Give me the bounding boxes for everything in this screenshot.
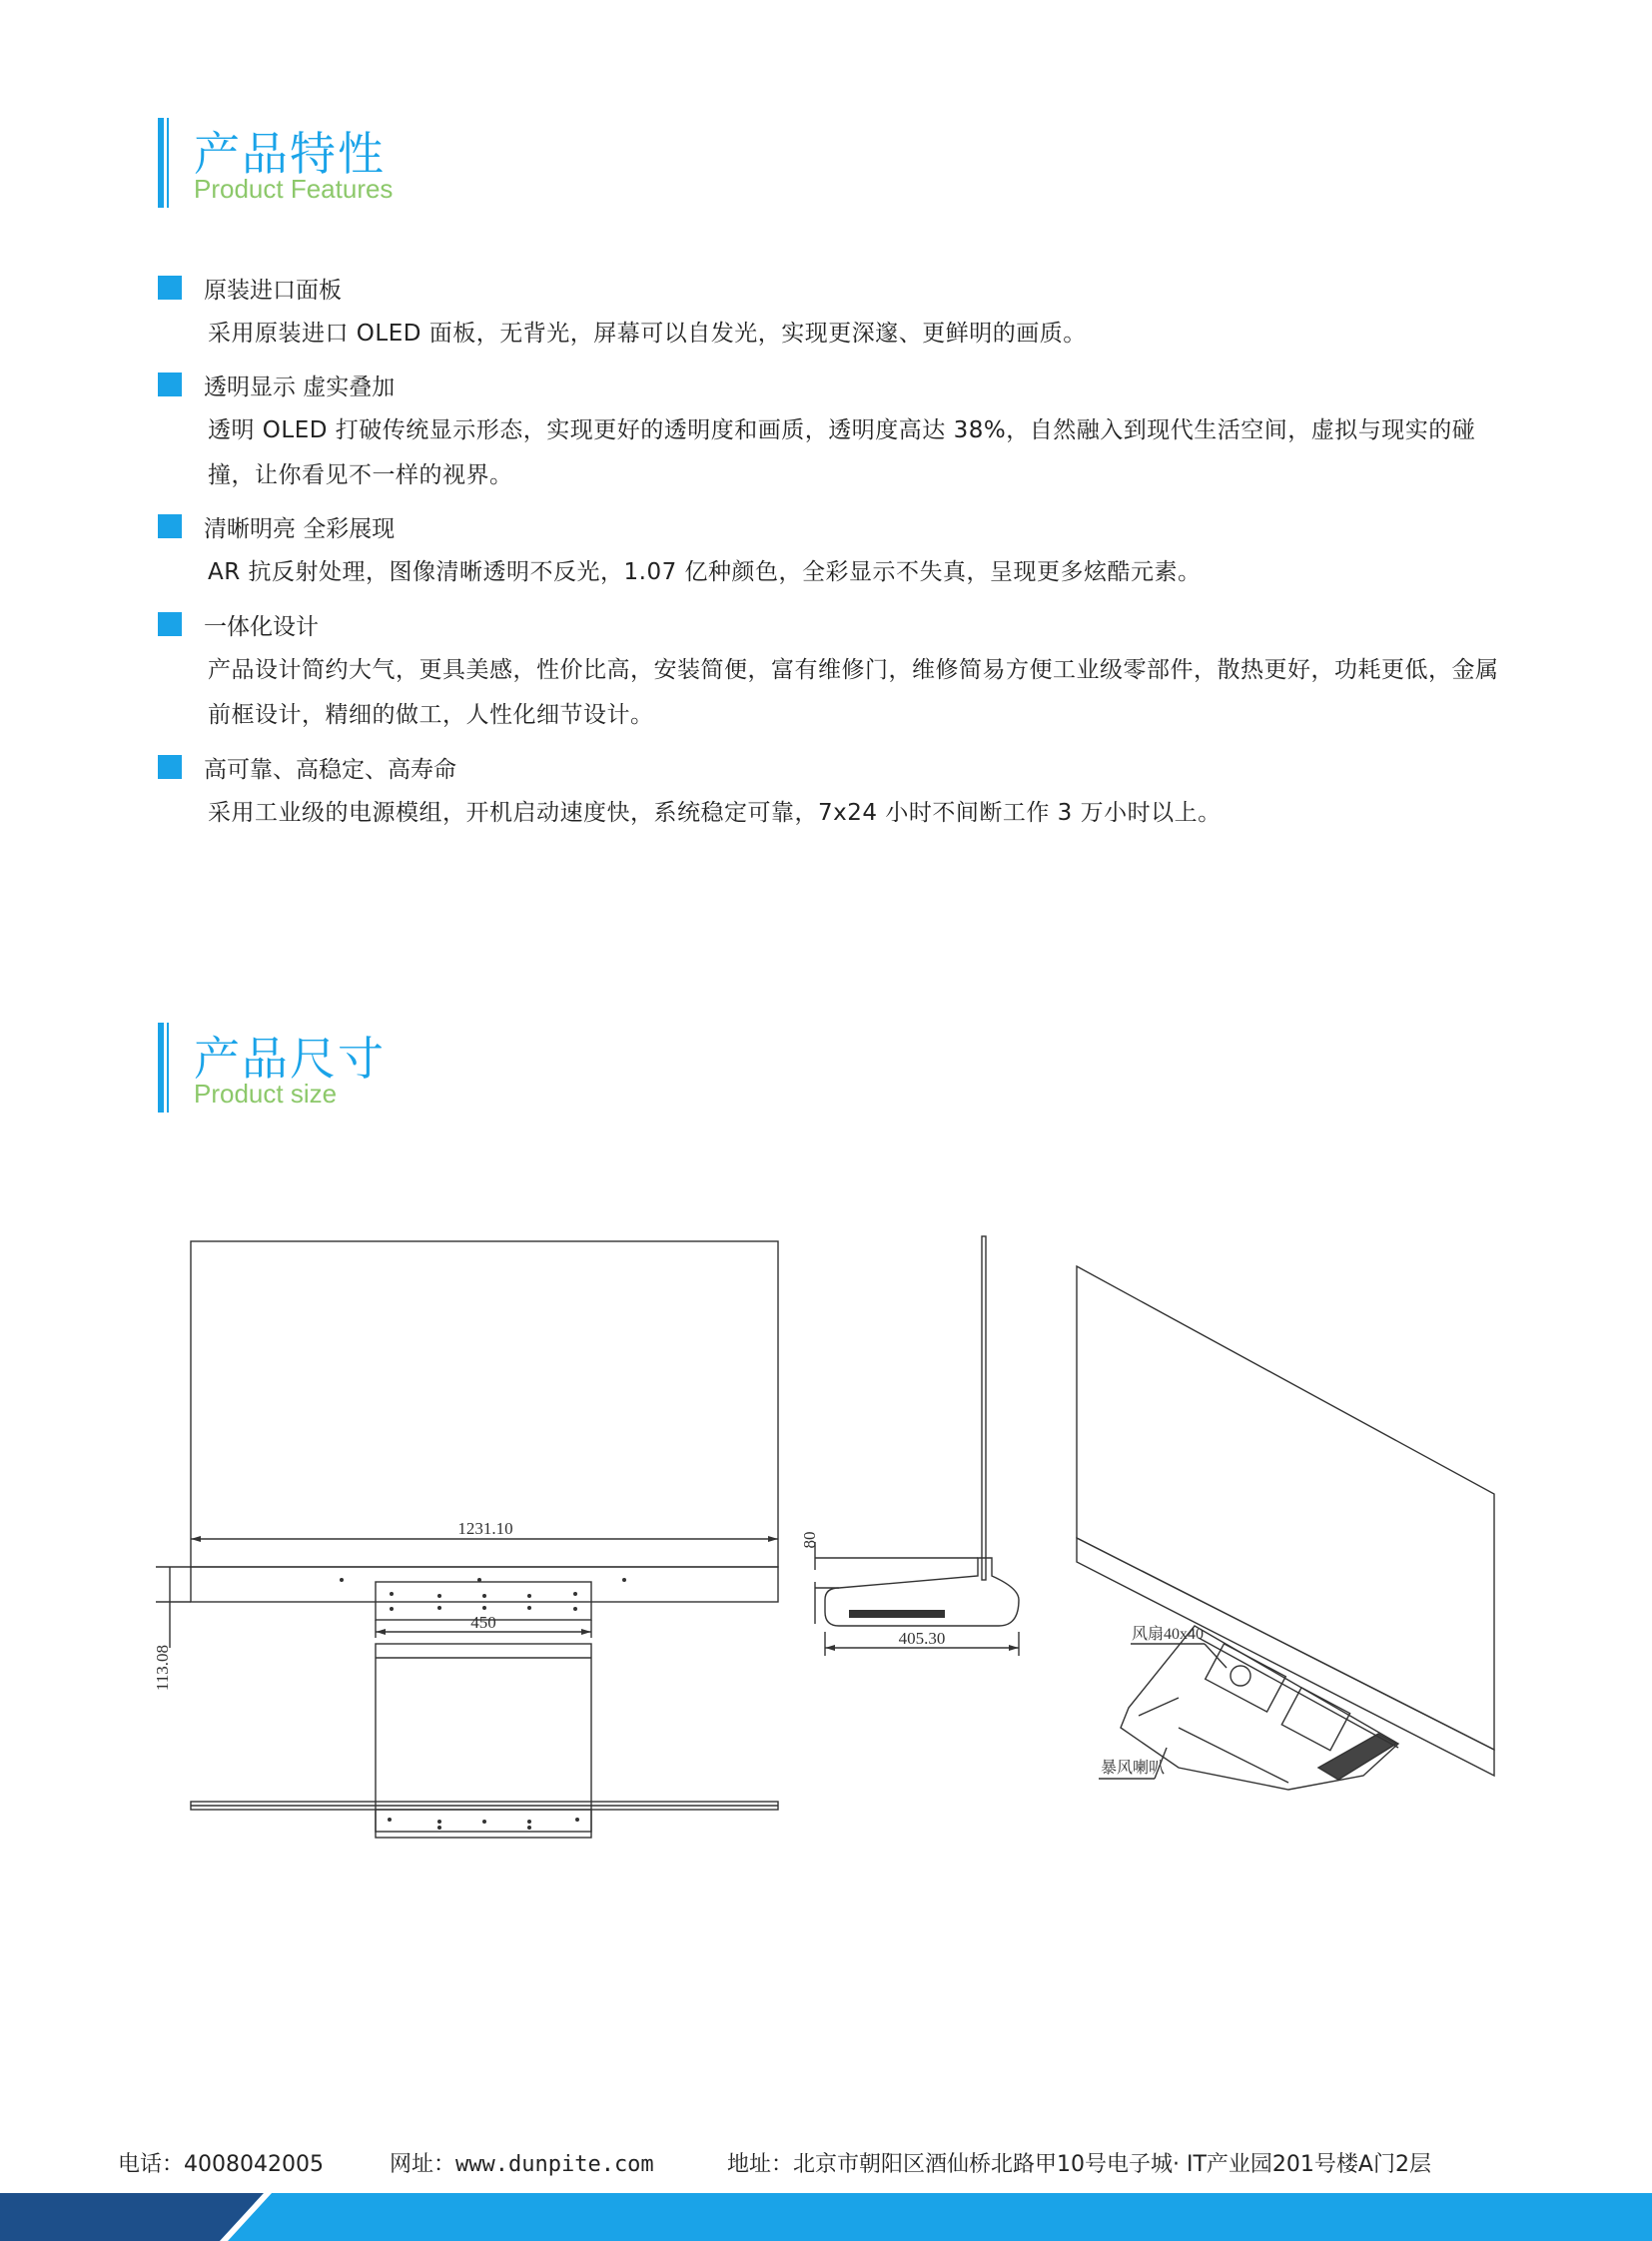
dim-height-label: 113.08	[153, 1644, 172, 1692]
base-top-view	[376, 1644, 591, 1832]
feature-title: 一体化设计	[204, 614, 319, 640]
bullet-square-icon	[158, 276, 182, 300]
feature-title: 原装进口面板	[204, 278, 342, 304]
perspective-view	[1077, 1266, 1494, 1790]
footer-address: 地址：北京市朝阳区酒仙桥北路甲10号电子城· IT产业园201号楼A门2层	[727, 2152, 1431, 2177]
size-title-cn: 产品尺寸	[194, 1032, 386, 1086]
speaker-label: 暴风喇叭	[1101, 1760, 1166, 1777]
heading-accent-line	[167, 1023, 169, 1113]
footer-phone: 电话：4008042005	[118, 2152, 324, 2177]
bullet-square-icon	[158, 612, 182, 636]
heading-accent-bar	[158, 118, 164, 208]
dim-width-label: 1231.10	[457, 1519, 513, 1538]
dimension-drawings	[140, 1228, 1518, 1868]
vent-slots	[849, 1610, 945, 1618]
footer-website[interactable]: 网址：www.dunpite.com	[390, 2152, 654, 2177]
features-title-cn: 产品特性	[194, 127, 386, 181]
bullet-square-icon	[158, 514, 182, 538]
features-title-en: Product Features	[194, 174, 394, 204]
size-title-en: Product size	[194, 1079, 338, 1109]
bullet-square-icon	[158, 373, 182, 396]
fan-module	[1206, 1644, 1286, 1712]
bullet-square-icon	[158, 755, 182, 779]
feature-title: 清晰明亮 全彩展现	[204, 516, 396, 542]
feature-title: 透明显示 虚实叠加	[204, 374, 396, 400]
front-view	[153, 1241, 778, 1838]
heading-accent-line	[167, 118, 169, 208]
feature-title: 高可靠、高稳定、高寿命	[204, 757, 456, 783]
feature-desc: AR 抗反射处理，图像清晰透明不反光，1.07 亿种颜色，全彩显示不失真，呈现更多炫酷元素。	[208, 559, 1202, 585]
dim-side-height-label: 80	[800, 1531, 819, 1549]
dim-base-label: 450	[470, 1613, 496, 1632]
footer-band-navy	[0, 2193, 264, 2241]
feature-desc: 采用原装进口 OLED 面板，无背光，屏幕可以自发光，实现更深邃、更鲜明的画质。	[208, 321, 1087, 347]
dim-side-depth-label: 405.30	[898, 1629, 946, 1648]
side-panel	[982, 1236, 986, 1580]
feature-desc: 产品设计简约大气，更具美感，性价比高，安装简便，富有维修门，维修简易方便工业级零部件，散热更好，功耗更低，金属前框设计，精细的做工，人性化细节设计。	[208, 657, 1499, 728]
feature-desc: 采用工业级的电源模组，开机启动速度快，系统稳定可靠，7x24 小时不间断工作 3 万小时以上。	[208, 800, 1222, 826]
heading-accent-bar	[158, 1023, 164, 1113]
feature-desc: 透明 OLED 打破传统显示形态，实现更好的透明度和画质，透明度高达 38%，自然融入到现代生活空间，虚拟与现实的碰撞，让你看见不一样的视界。	[208, 417, 1476, 488]
fan-label: 风扇40x40	[1132, 1626, 1205, 1643]
side-view	[800, 1236, 1019, 1656]
footer-band	[0, 2193, 1652, 2241]
bracket-top-view	[376, 1810, 591, 1838]
